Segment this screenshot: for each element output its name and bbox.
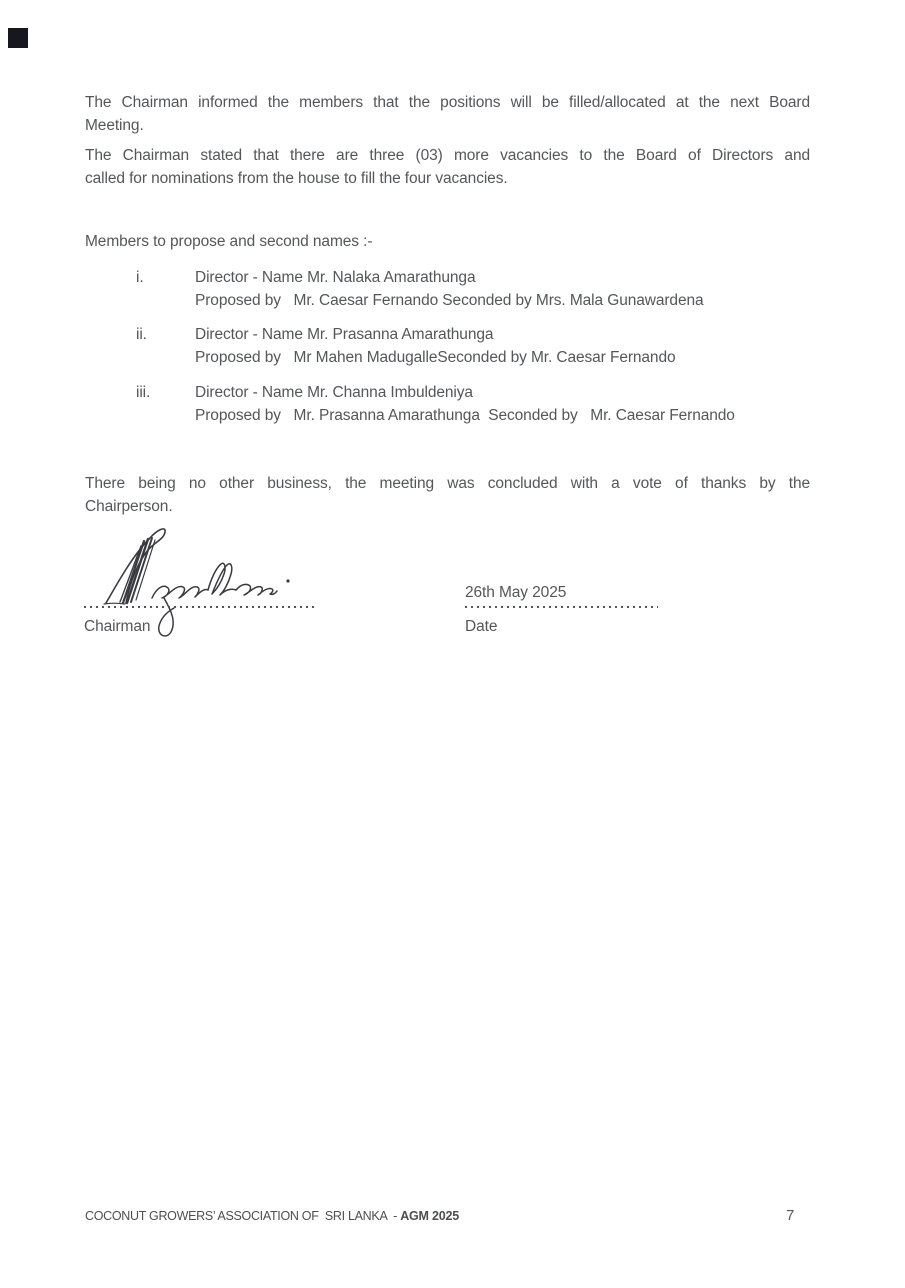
nomination-director: Director - Name Mr. Nalaka Amarathunga [195, 269, 476, 286]
date-value: 26th May 2025 [465, 584, 567, 601]
paragraph-closing [85, 472, 810, 518]
paragraph-line: Meeting. [85, 117, 144, 134]
footer-association-text: COCONUT GROWERS’ ASSOCIATION OF SRI LANKA - [85, 1209, 401, 1223]
date-line [465, 606, 658, 608]
date-label: Date [465, 618, 498, 635]
nomination-proposers: Proposed by Mr. Caesar Fernando Seconded by Mrs. Mala Gunawardena [195, 292, 704, 309]
paragraph-line: The Chairman stated that there are three (03) more vacancies to the Board of Directors and [85, 147, 810, 164]
list-marker: iii. [136, 384, 151, 401]
paragraph-vacancies [85, 144, 810, 190]
paragraph-board-positions [85, 91, 810, 137]
chairman-label: Chairman [84, 618, 151, 635]
chairman-signature-line [84, 606, 316, 608]
paragraph-line: called for nominations from the house to fill the four vacancies. [85, 170, 508, 187]
footer-agm-text: AGM 2025 [400, 1209, 460, 1223]
footer [85, 1208, 459, 1224]
corner-mark [8, 28, 28, 48]
nomination-director: Director - Name Mr. Prasanna Amarathunga [195, 326, 494, 343]
nomination-proposers: Proposed by Mr Mahen MadugalleSeconded by Mr. Caesar Fernando [195, 349, 676, 366]
list-marker: ii. [136, 326, 147, 343]
nomination-director: Director - Name Mr. Channa Imbuldeniya [195, 384, 473, 401]
list-marker: i. [136, 269, 144, 286]
page-number: 7 [786, 1207, 795, 1224]
nomination-proposers: Proposed by Mr. Prasanna Amarathunga Seconded by Mr. Caesar Fernando [195, 407, 735, 424]
paragraph-line: There being no other business, the meeting was concluded with a vote of thanks by the [85, 475, 810, 492]
paragraph-line: Chairperson. [85, 498, 173, 515]
members-heading: Members to propose and second names :- [85, 233, 373, 250]
paragraph-line: The Chairman informed the members that the positions will be filled/allocated at the next Board [85, 94, 810, 111]
